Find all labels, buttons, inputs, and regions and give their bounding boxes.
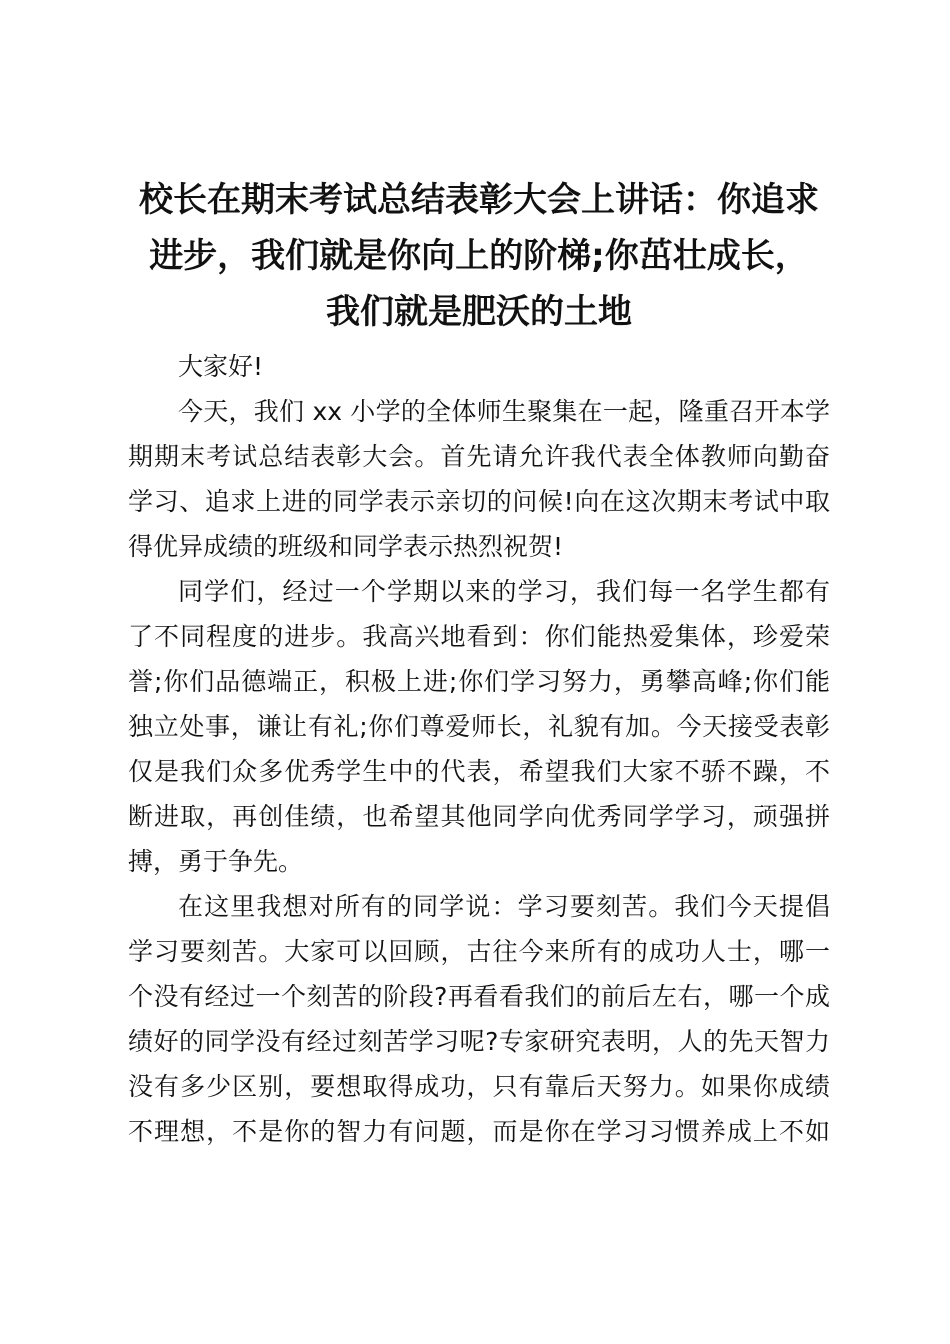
document-title bbox=[128, 172, 830, 340]
text-line: 绩好的同学没有经过刻苦学习呢?专家研究表明，人的先天智力 bbox=[128, 1027, 830, 1056]
paragraph bbox=[128, 569, 830, 884]
title-line: 我们就是肥沃的土地 bbox=[326, 292, 632, 332]
text-line: 了不同程度的进步。我高兴地看到：你们能热爱集体，珍爱荣 bbox=[128, 622, 830, 651]
paragraph-greeting bbox=[128, 344, 830, 389]
document-page bbox=[128, 172, 830, 1154]
text-line: 仅是我们众多优秀学生中的代表，希望我们大家不骄不躁，不 bbox=[128, 757, 830, 786]
text-line: 学习、追求上进的同学表示亲切的问候!向在这次期末考试中取 bbox=[128, 487, 830, 516]
text-line: 得优异成绩的班级和同学表示热烈祝贺! bbox=[128, 532, 564, 561]
text-line: 在这里我想对所有的同学说：学习要刻苦。我们今天提倡 bbox=[178, 892, 830, 921]
text-line: 断进取，再创佳绩，也希望其他同学向优秀同学学习，顽强拼 bbox=[128, 802, 830, 831]
text-line: 今天，我们 xx 小学的全体师生聚集在一起，隆重召开本学 bbox=[178, 397, 830, 426]
text-line: 没有多少区别，要想取得成功，只有靠后天努力。如果你成绩 bbox=[128, 1072, 830, 1101]
text-line: 同学们，经过一个学期以来的学习，我们每一名学生都有 bbox=[178, 577, 830, 606]
paragraph bbox=[128, 389, 830, 569]
document-body bbox=[128, 344, 830, 1154]
text-line: 誉;你们品德端正，积极上进;你们学习努力，勇攀高峰;你们能 bbox=[128, 667, 830, 696]
text-line: 不理想，不是你的智力有问题，而是你在学习习惯养成上不如 bbox=[128, 1117, 830, 1146]
title-line: 进步，我们就是你向上的阶梯;你茁壮成长， bbox=[149, 236, 809, 276]
paragraph bbox=[128, 884, 830, 1154]
text-line: 搏，勇于争先。 bbox=[128, 847, 304, 876]
text-line: 大家好! bbox=[178, 352, 264, 381]
title-line: 校长在期末考试总结表彰大会上讲话：你追求 bbox=[139, 180, 819, 220]
text-line: 学习要刻苦。大家可以回顾，古往今来所有的成功人士，哪一 bbox=[128, 937, 830, 966]
text-line: 独立处事，谦让有礼;你们尊爱师长，礼貌有加。今天接受表彰 bbox=[128, 712, 830, 741]
text-line: 个没有经过一个刻苦的阶段?再看看我们的前后左右，哪一个成 bbox=[128, 982, 830, 1011]
text-line: 期期末考试总结表彰大会。首先请允许我代表全体教师向勤奋 bbox=[128, 442, 830, 471]
